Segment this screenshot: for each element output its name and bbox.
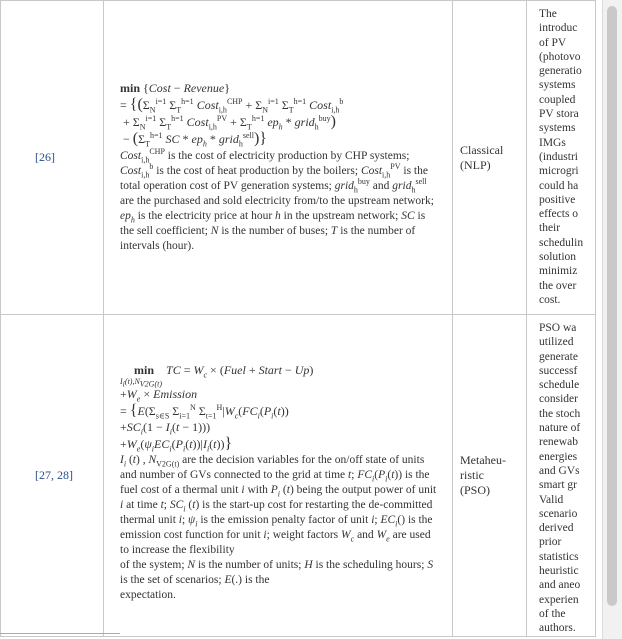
- type-label: ristic: [460, 467, 484, 482]
- explanation-text: $I_i$ (t) , $N_{V2G(t)}$ are the decision variables for the on/off state of units and number of GVs connected to the grid at time t; $FC_i(P_i(t))$ is the fuel cost of a thermal unit i with $P_i$ (t) being the output power of unit i at time t; $SC_i$ (t) is the start-up cost for restarting the de-committed thermal unit i; $\psi_i$ is the emission penalty factor of unit i; $EC_i()$ is the emission cost function for unit i; weight factors $W_c$ and $W_e$ are used to increase the flexibility of the system; N is the number of units; H is the scheduling hours; S is the set of scenarios; E(.) is the expectation.: [120, 453, 437, 601]
- type-cell: [453, 1, 527, 315]
- horizontal-scrollbar-track[interactable]: [0, 633, 120, 634]
- formula-line: = {$E(\Sigma_{s\in S}$ $\Sigma_{i=1}^N$ $\Sigma_{t=1}^H|W_c(FC_i(P_i(t))$: [120, 401, 289, 421]
- type-label: Metaheu-: [460, 452, 506, 467]
- explanation-text: Cost$_{i,h}^{CHP}$ is the cost of electricity production by CHP systems; Cost$_{i,h}^b$ is the cost of heat production by the boilers; Cost$_{i,h}^{PV}$ is the total operation cost of PV generation systems; grid$_h^{buy}$ and grid$_h^{sell}$ are the purchased and sold electricity from/to the upstream network; $ep_h$ is the electricity price at hour h in the upstream network; SC is the sell coefficient; N is the number of buses; T is the number of intervals (hour).: [120, 146, 434, 252]
- description-line: their: [539, 222, 561, 235]
- table-row: [1, 1, 596, 315]
- type-cell: [453, 315, 527, 637]
- formula-line: + $\Sigma_N^{i=1}$ $\Sigma_T^{h=1}$ Cost$_{i,h}^{PV}$ + $\Sigma_T^{h=1}$ $ep_h$ * grid$_h^{buy}$): [120, 112, 336, 131]
- description-line: scenario: [539, 507, 578, 520]
- vertical-scrollbar[interactable]: [602, 0, 622, 639]
- formula-line: = {($\Sigma_N^{i=1}$ $\Sigma_T^{h=1}$ Cost$_{i,h}^{CHP}$ + $\Sigma_N^{i=1}$ $\Sigma_T^{h=1}$ Cost$_{i,h}^b$: [120, 95, 344, 114]
- description-line: experien: [539, 593, 579, 606]
- type-label: Classical: [460, 142, 504, 157]
- description-line: coupled: [539, 93, 576, 106]
- type-label: (NLP): [460, 157, 491, 172]
- formula-line: $+SC_i(1 - I_i(t - 1))$): [120, 419, 211, 437]
- description-line: IMGs: [539, 136, 566, 149]
- description-line: prior: [539, 536, 562, 549]
- formula-line: $+W_e$ × Emission: [120, 386, 198, 404]
- description-line: cost.: [539, 293, 561, 306]
- description-line: authors.: [539, 622, 576, 635]
- reference-cell: [1, 315, 104, 637]
- description-cell: [527, 1, 596, 315]
- description-line: could ha: [539, 179, 579, 192]
- description-line: successf: [539, 364, 578, 377]
- reference-cell: [1, 1, 104, 315]
- description-line: heuristic: [539, 565, 579, 578]
- description-line: systems: [539, 122, 576, 135]
- description-line: and GVs: [539, 464, 580, 477]
- description-line: solution: [539, 251, 577, 264]
- description-line: schedulin: [539, 236, 584, 249]
- formula-line: $+W_e(\psi_iEC_i(P_i(t))|I_i(t))$}: [120, 434, 233, 454]
- scrollbar-thumb[interactable]: [607, 6, 617, 606]
- description-line: minimiz: [539, 265, 578, 278]
- description-line: introduc: [539, 22, 578, 35]
- description-line: energies: [539, 450, 578, 463]
- description-line: the stoch: [539, 407, 581, 420]
- description-line: derived: [539, 522, 574, 535]
- description-line: nature of: [539, 422, 581, 435]
- description-line: consider: [539, 393, 578, 406]
- description-line: generatio: [539, 65, 582, 78]
- description-line: renewab: [539, 436, 578, 449]
- description-line: PSO wa: [539, 322, 577, 334]
- description-line: of the: [539, 607, 566, 620]
- type-label: (PSO): [460, 482, 491, 497]
- description-line: Valid: [539, 493, 564, 506]
- description-line: PV stora: [539, 108, 579, 121]
- description-line: of PV: [539, 36, 567, 49]
- description-line: and aneo: [539, 579, 581, 592]
- description-line: microgri: [539, 165, 579, 178]
- table-row: [1, 315, 596, 637]
- description-line: effects o: [539, 208, 579, 221]
- description-line: (industri: [539, 150, 578, 163]
- objective-line: min {Cost − Revenue}: [120, 80, 230, 95]
- description-line: The: [539, 8, 557, 20]
- formulation-cell: [104, 315, 453, 637]
- description-cell: [527, 315, 596, 637]
- description-line: generate: [539, 350, 578, 363]
- reference-link[interactable]: [26]: [35, 150, 55, 164]
- description-line: statistics: [539, 550, 579, 563]
- decision-variables: $I_i(t),N_{V2G(t)}$: [120, 376, 163, 389]
- description-line: schedule: [539, 379, 580, 392]
- reference-link[interactable]: [27, 28]: [35, 467, 73, 482]
- description-line: smart gr: [539, 479, 578, 492]
- description-line: utilized: [539, 336, 574, 349]
- formulation-cell: [104, 1, 453, 315]
- formula-line: − ($\Sigma_T^{h=1}$ SC * $ep_h$ * grid$_h^{sell}$)}: [120, 129, 267, 148]
- description-line: the over: [539, 279, 577, 292]
- description-line: systems: [539, 79, 576, 92]
- description-line: positive: [539, 193, 576, 206]
- objective-line: min TC = $W_c$ × (Fuel + Start − Up): [134, 362, 314, 380]
- description-line: (photovo: [539, 50, 581, 63]
